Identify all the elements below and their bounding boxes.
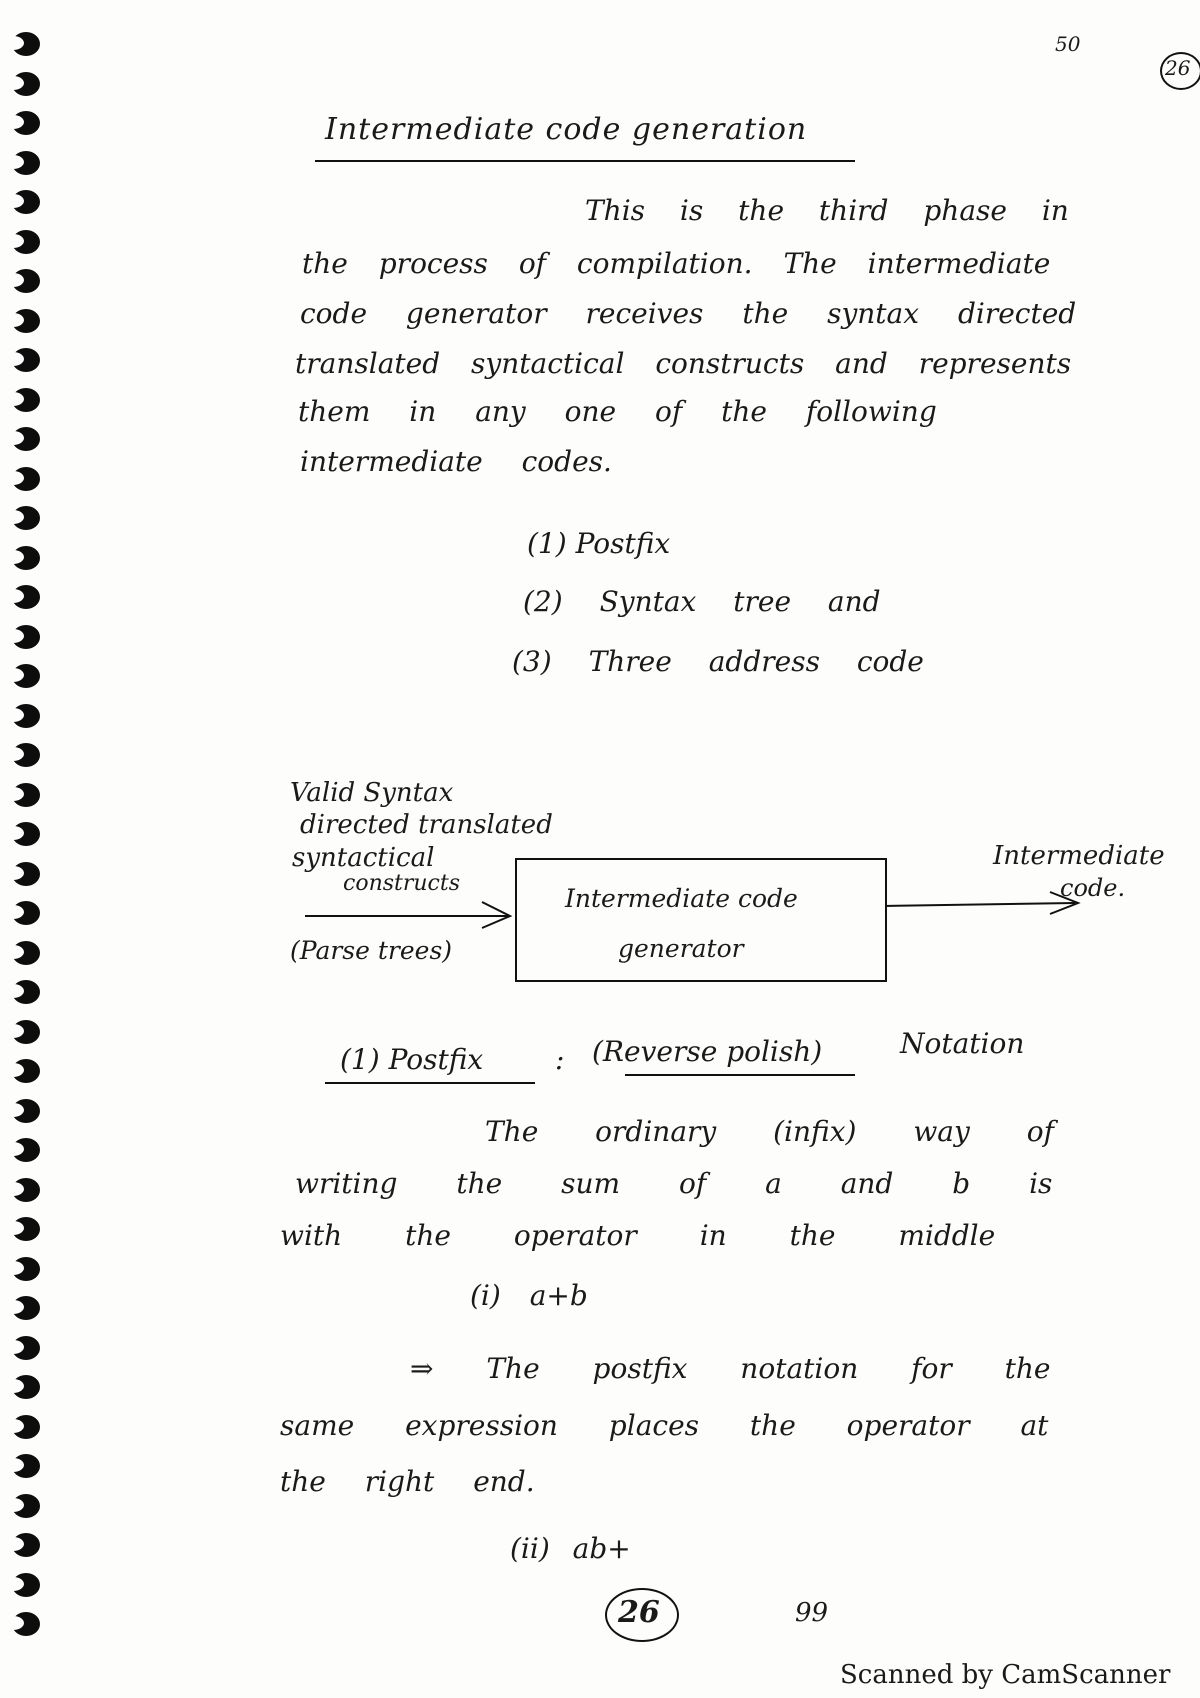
generator-box-label: generator — [618, 934, 744, 963]
scanner-footer: Scanned by CamScanner — [840, 1660, 1171, 1690]
intro-line: them in any one of the following — [298, 395, 937, 428]
list-item: (2) Syntax tree and — [523, 585, 881, 618]
list-item: (3) Three address code — [512, 645, 924, 678]
diagram-input-label: directed translated — [300, 810, 553, 840]
diagram-input-label: Valid Syntax — [290, 778, 454, 808]
section-title-paren-underline — [625, 1074, 855, 1076]
output-arrow-line — [885, 903, 1075, 906]
diagram-output-label: Intermediate — [993, 841, 1165, 871]
diagram-input-paren: (Parse trees) — [290, 936, 453, 965]
diagram-output-label: code. — [1060, 874, 1126, 902]
paragraph-line: the right end. — [280, 1465, 535, 1498]
paragraph-line: same expression places the operator at — [280, 1409, 1049, 1442]
paragraph-line: writing the sum of a and b is — [295, 1167, 1053, 1200]
example-expression: (ii) ab+ — [510, 1532, 631, 1565]
section-title-underline — [325, 1082, 535, 1084]
example-expression: (i) a+b — [470, 1279, 588, 1312]
section-title-paren: (Reverse polish) — [592, 1035, 823, 1068]
intro-line: the process of compilation. The intermediate — [302, 247, 1051, 280]
page-mark-circled-bottom: 26 — [618, 1595, 660, 1630]
paragraph-line: with the operator in the middle — [280, 1219, 996, 1252]
diagram-input-label: syntactical — [292, 843, 435, 873]
page-mark-circled-top: 26 — [1165, 56, 1191, 80]
paragraph-line: ⇒ The postfix notation for the — [410, 1352, 1051, 1385]
intro-line: This is the third phase in — [585, 194, 1069, 227]
page-number: 99 — [795, 1598, 829, 1628]
generator-box-label: Intermediate code — [565, 884, 798, 913]
intro-line: translated syntactical constructs and represents — [295, 347, 1072, 380]
list-item: (1) Postfix — [527, 527, 671, 560]
section-title-colon: : — [555, 1043, 565, 1076]
section-title-suffix: Notation — [900, 1027, 1025, 1060]
page-mark-small: 50 — [1055, 32, 1081, 56]
intro-line: intermediate codes. — [300, 445, 612, 478]
section-title: (1) Postfix — [340, 1043, 484, 1076]
intro-line: code generator receives the syntax directed — [300, 297, 1077, 330]
diagram-input-label: constructs — [343, 871, 461, 896]
paragraph-line: The ordinary (infix) way of — [485, 1115, 1054, 1148]
page-title: Intermediate code generation — [325, 112, 808, 147]
